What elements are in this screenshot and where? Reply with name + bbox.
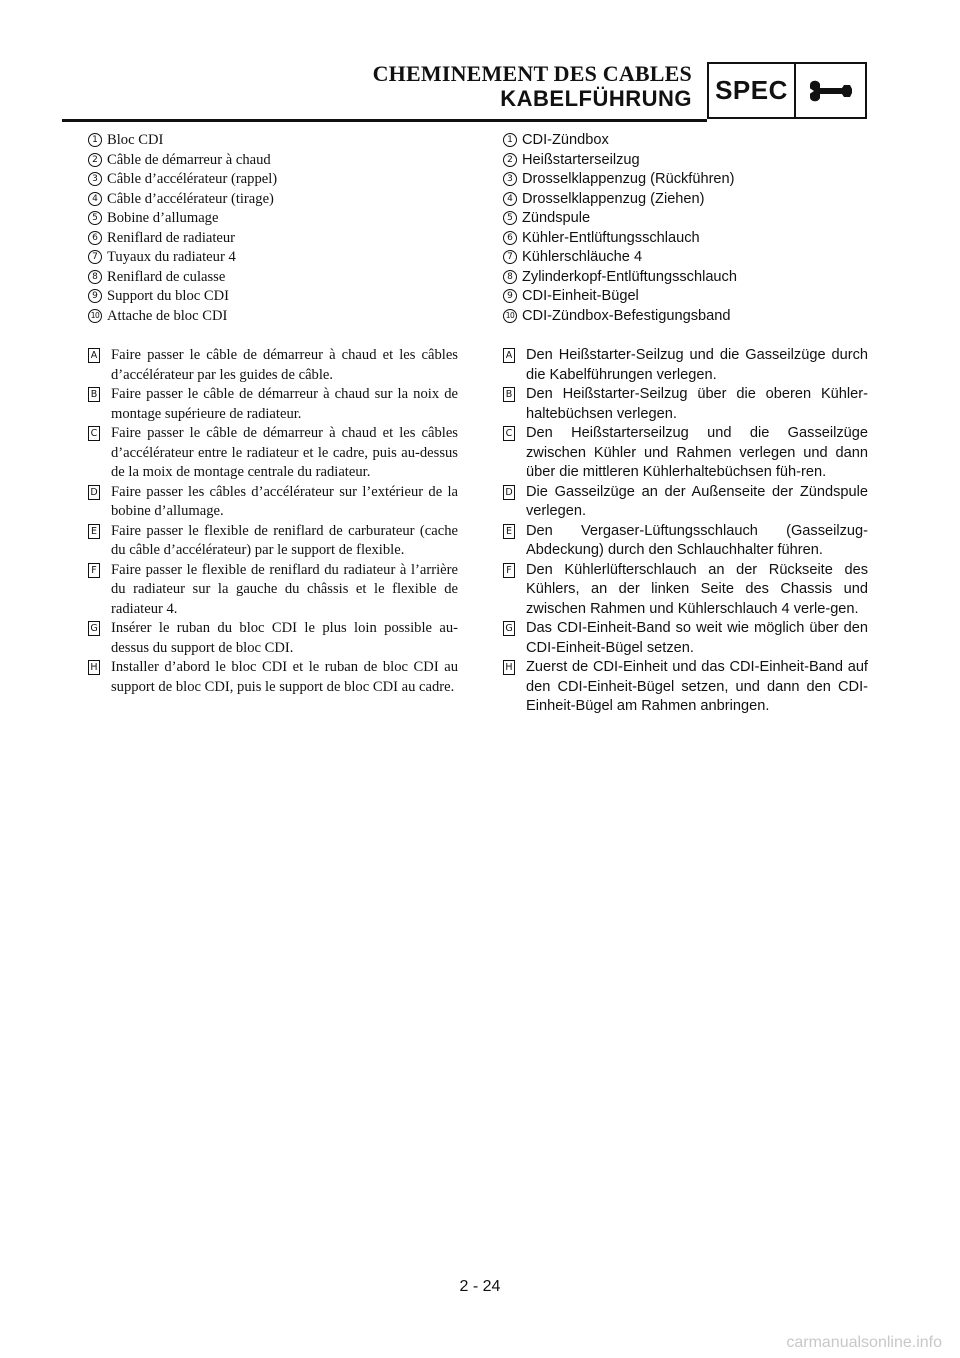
note-text: Den Heißstarter-Seilzug über die oberen Kühler-haltebüchsen verlegen. <box>526 386 868 422</box>
note-text: Das CDI-Einheit-Band so weit wie möglich über den CDI-Einheit-Bügel setzen. <box>526 620 868 656</box>
part-name: Reniflard de culasse <box>107 268 226 285</box>
part-name: Bloc CDI <box>107 132 164 148</box>
circled-number-marker: 3 <box>88 172 102 186</box>
boxed-letter-marker: G <box>503 621 515 636</box>
part-list-item <box>88 268 458 288</box>
routing-note <box>503 483 868 522</box>
part-list-item <box>503 151 868 171</box>
note-text: Insérer le ruban du bloc CDI le plus loin possible au-dessus du support de bloc CDI. <box>111 620 458 656</box>
wrench-icon <box>796 64 865 117</box>
header-rule <box>62 119 707 122</box>
part-name: Câble de démarreur à chaud <box>107 151 271 168</box>
routing-note <box>503 619 868 658</box>
part-name: Drosselklappenzug (Ziehen) <box>522 190 705 207</box>
note-text: Installer d’abord le bloc CDI et le ruban de bloc CDI au support de bloc CDI, puis le support de bloc CDI au cadre. <box>111 659 458 695</box>
part-list-item <box>503 170 868 190</box>
note-text: Faire passer le câble de démarreur à chaud et les câbles d’accélérateur entre le radiateur et le cadre, puis au-dessus de la moix de montage centrale du radiateur. <box>111 425 458 480</box>
routing-note <box>88 424 458 483</box>
routing-note <box>503 522 868 561</box>
boxed-letter-marker: D <box>88 485 100 500</box>
circled-number-marker: 2 <box>88 153 102 167</box>
part-list-item <box>88 307 458 327</box>
boxed-letter-marker: B <box>88 387 100 402</box>
note-text: Den Kühlerlüfterschlauch an der Rückseite des Kühlers, an der linken Seite des Chassis und zwischen Rahmen und Kühlerschlauch 4 verle-gen. <box>526 561 868 617</box>
circled-number-marker: 8 <box>88 270 102 284</box>
spec-badge <box>707 62 867 119</box>
circled-number-marker: 1 <box>503 133 517 147</box>
note-text: Die Gasseilzüge an der Außenseite der Zündspule verlegen. <box>526 483 868 519</box>
circled-number-marker: 10 <box>503 309 517 323</box>
circled-number-marker: 10 <box>88 309 102 323</box>
routing-note <box>88 522 458 561</box>
boxed-letter-marker: E <box>503 524 515 539</box>
part-list-item <box>88 151 458 171</box>
part-list-item <box>88 229 458 249</box>
boxed-letter-marker: D <box>503 485 515 500</box>
page-header <box>0 0 960 130</box>
part-list-item <box>503 209 868 229</box>
note-text: Faire passer le câble de démarreur à chaud sur la noix de montage supérieure de radiateur. <box>111 386 458 422</box>
part-name: Kühler-Entlüftungsschlauch <box>522 229 700 246</box>
title-german: KABELFÜHRUNG <box>500 86 692 111</box>
routing-note <box>503 346 868 385</box>
german-routing-notes <box>503 346 868 717</box>
part-name: Zylinderkopf-Entlüftungsschlauch <box>522 268 737 285</box>
part-name: Tuyaux du radiateur 4 <box>107 249 236 265</box>
part-list-item <box>503 229 868 249</box>
circled-number-marker: 9 <box>503 289 517 303</box>
circled-number-marker: 6 <box>503 231 517 245</box>
part-name: Câble d’accélérateur (rappel) <box>107 171 278 187</box>
part-list-item <box>503 190 868 210</box>
part-list-item <box>88 190 458 210</box>
part-list-item <box>503 307 868 327</box>
part-name: CDI-Einheit-Bügel <box>522 288 639 304</box>
routing-note <box>88 561 458 620</box>
part-name: Câble d’accélérateur (tirage) <box>107 190 274 207</box>
boxed-letter-marker: F <box>503 563 515 578</box>
french-parts-list <box>88 131 458 326</box>
part-list-item <box>88 209 458 229</box>
circled-number-marker: 5 <box>88 211 102 225</box>
circled-number-marker: 5 <box>503 211 517 225</box>
circled-number-marker: 6 <box>88 231 102 245</box>
routing-note <box>503 658 868 717</box>
part-name: Bobine d’allumage <box>107 210 219 226</box>
circled-number-marker: 3 <box>503 172 517 186</box>
boxed-letter-marker: H <box>503 660 515 675</box>
part-list-item <box>503 287 868 307</box>
routing-note <box>503 424 868 483</box>
spec-label: SPEC <box>709 64 796 117</box>
routing-note <box>503 385 868 424</box>
part-name: Attache de bloc CDI <box>107 307 228 324</box>
part-name: Reniflard de radiateur <box>107 229 236 246</box>
note-text: Faire passer le flexible de reniflard de carburateur (cache du câble d’accélérateur) par le support de flexible. <box>111 522 458 558</box>
boxed-letter-marker: A <box>88 348 100 363</box>
circled-number-marker: 9 <box>88 289 102 303</box>
routing-note <box>88 483 458 522</box>
part-name: Zündspule <box>522 210 591 226</box>
part-list-item <box>88 287 458 307</box>
section-title <box>373 62 692 112</box>
boxed-letter-marker: A <box>503 348 515 363</box>
note-text: Faire passer les câbles d’accélérateur sur l’extérieur de la bobine d’allumage. <box>111 483 458 519</box>
note-text: Den Vergaser-Lüftungsschlauch (Gasseilzug-Abdeckung) durch den Schlauchhalter führen. <box>526 522 868 558</box>
part-list-item <box>88 248 458 268</box>
routing-note <box>503 561 868 620</box>
boxed-letter-marker: H <box>88 660 100 675</box>
part-name: CDI-Zündbox <box>522 132 609 148</box>
french-routing-notes <box>88 346 458 697</box>
part-name: Kühlerschläuche 4 <box>522 249 643 265</box>
routing-note <box>88 658 458 697</box>
boxed-letter-marker: E <box>88 524 100 539</box>
part-name: Drosselklappenzug (Rückführen) <box>522 171 735 187</box>
circled-number-marker: 7 <box>88 250 102 264</box>
part-name: Heißstarterseilzug <box>522 151 640 168</box>
note-text: Zuerst de CDI-Einheit und das CDI-Einheit-Band auf den CDI-Einheit-Bügel setzen, und dann den CDI-Einheit-Bügel am Rahmen anbringen. <box>526 659 868 714</box>
part-list-item <box>88 170 458 190</box>
routing-note <box>88 346 458 385</box>
part-name: Support du bloc CDI <box>107 288 230 304</box>
routing-note <box>88 619 458 658</box>
part-list-item <box>503 248 868 268</box>
circled-number-marker: 8 <box>503 270 517 284</box>
french-column <box>88 131 458 697</box>
circled-number-marker: 1 <box>88 133 102 147</box>
watermark: carmanualsonline.info <box>786 1334 942 1351</box>
part-list-item <box>503 268 868 288</box>
circled-number-marker: 4 <box>88 192 102 206</box>
boxed-letter-marker: G <box>88 621 100 636</box>
note-text: Den Heißstarter-Seilzug und die Gasseilzüge durch die Kabelführungen verlegen. <box>526 347 868 383</box>
routing-note <box>88 385 458 424</box>
part-list-item <box>88 131 458 151</box>
german-column <box>503 131 868 717</box>
circled-number-marker: 4 <box>503 192 517 206</box>
part-list-item <box>503 131 868 151</box>
boxed-letter-marker: C <box>503 426 515 441</box>
note-text: Den Heißstarterseilzug und die Gasseilzüge zwischen Kühler und Rahmen verlegen und dann über die mittleren Kühlerhaltebüchsen füh-ren. <box>526 425 868 480</box>
boxed-letter-marker: B <box>503 387 515 402</box>
circled-number-marker: 7 <box>503 250 517 264</box>
boxed-letter-marker: F <box>88 563 100 578</box>
circled-number-marker: 2 <box>503 153 517 167</box>
boxed-letter-marker: C <box>88 426 100 441</box>
part-name: CDI-Zündbox-Befestigungsband <box>522 307 731 324</box>
title-french: CHEMINEMENT DES CABLES <box>372 61 692 86</box>
note-text: Faire passer le flexible de reniflard du radiateur à l’arrière du radiateur sur la gauche du châssis et le flexible de radiateur 4. <box>111 561 458 617</box>
german-parts-list <box>503 131 868 326</box>
page-number: 2 - 24 <box>459 1278 501 1295</box>
note-text: Faire passer le câble de démarreur à chaud et les câbles d’accélérateur par les guides de câble. <box>111 347 458 383</box>
